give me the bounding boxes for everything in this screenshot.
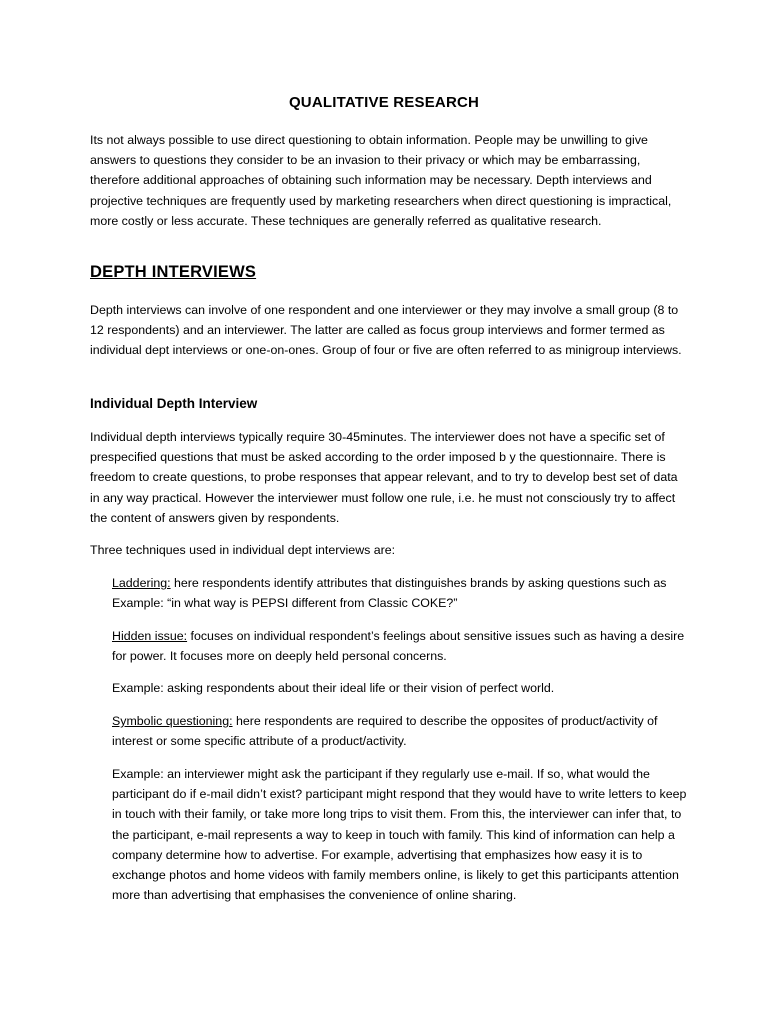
intro-paragraph: Its not always possible to use direct questioning to obtain information. People may be unwilling to give answers to questions they consider to be an invasion to their privacy or which may be embarrassing, therefore additional approaches of obtaining such information may be necessary. Depth interviews and projective techniques are frequently used by marketing researchers when direct questioning is impractical, more costly or less accurate. These techniques are generally referred as qualitative research. [90, 133, 672, 228]
hidden-issue-example: Example: asking respondents about their ideal life or their vision of perfect world. [112, 681, 555, 695]
symbolic-questioning-item [112, 711, 690, 751]
symbolic-questioning-text: here respondents are required to describe the opposites of product/activity of interest or some specific attribute of a product/activity. [112, 714, 658, 749]
sub-heading-individual-depth-interview: Individual Depth Interview [90, 396, 258, 411]
depth-interviews-paragraph: Depth interviews can involve of one respondent and one interviewer or they may involve a small group (8 to 12 respondents) and an interviewer. The latter are called as focus group interviews and former termed as individual dept interviews or one-on-ones. Group of four or five are often referred to as minigroup interviews. [90, 303, 682, 358]
symbolic-questioning-example: Example: an interviewer might ask the participant if they regularly use e-mail. If so, what would the participant do if e-mail didn’t exist? participant might respond that they would have to write letters to keep in touch with their family, or take more long trips to visit them. From this, the interviewer can infer that, to the participant, e-mail represents a way to keep in touch with family. This kind of information can help a company determine how to advertise. For example, advertising that emphasizes how easy it is to exchange photos and home videos with family members online, is likely to get this participants attention more than advertising that emphasises the convenience of online sharing. [112, 767, 687, 903]
document-title: QUALITATIVE RESEARCH [288, 94, 480, 111]
section-heading-depth-interviews: DEPTH INTERVIEWS [90, 263, 257, 281]
hidden-issue-text: focuses on individual respondent’s feelings about sensitive issues such as having a desire for power. It focuses more on deeply held personal concerns. [112, 629, 685, 664]
techniques-intro: Three techniques used in individual dept interviews are: [90, 543, 396, 557]
hidden-issue-term: Hidden issue: [112, 629, 188, 643]
hidden-issue-item [112, 626, 690, 666]
individual-depth-paragraph: Individual depth interviews typically require 30-45minutes. The interviewer does not have a specific set of prespecified questions that must be asked according to the order imposed b y the questionnaire. There is freedom to create questions, to probe responses that appear relevant, and to try to develop best set of data in any way practical. However the interviewer must follow one rule, i.e. he must not consciously try to affect the content of answers given by respondents. [90, 430, 678, 525]
laddering-item [112, 573, 690, 613]
laddering-term: Laddering: [112, 576, 171, 590]
symbolic-questioning-term: Symbolic questioning: [112, 714, 233, 728]
laddering-text: here respondents identify attributes that distinguishes brands by asking questions such as Example: “in what way is PEPSI different from Classic COKE?” [112, 576, 667, 611]
